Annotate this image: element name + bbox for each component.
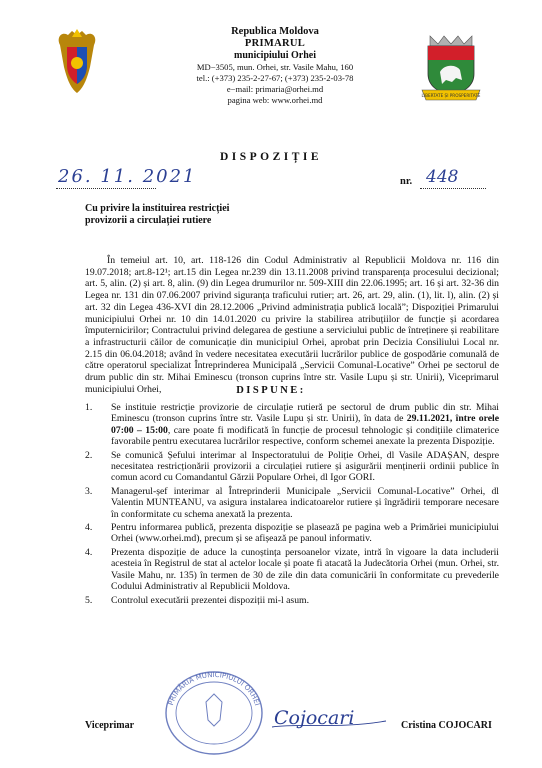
item-number: 1. — [85, 402, 93, 413]
handwritten-signature-icon — [270, 703, 390, 731]
item-text: Se comunică Șefului interimar al Inspectoratului de Poliție Orhei, dl Vasile ADAȘAN, despre necesitatea restricționării provizorii a circulației rutiere și asigurării menținerii ordinii publice în comun acord cu Comandantul Gărzii Populare Orhei, dl Igor GORI. — [111, 449, 499, 484]
signer-name: Cristina COJOCARI — [401, 720, 492, 731]
subject-line-1: Cu privire la instituirea restricției — [85, 203, 230, 214]
list-item — [85, 595, 499, 606]
country-name: Republica Moldova — [231, 26, 319, 37]
subject — [85, 203, 229, 227]
item-number: 4. — [85, 546, 93, 558]
svg-text:PRIMĂRIA MUNICIPIULUI ORHEI — [167, 671, 261, 707]
item-text: Pentru informarea publică, prezenta dispoziție se plasează pe pagina web a Primăriei municipiului Orhei (www.orhei.md), precum și se afișează pe panoul informativ. — [111, 522, 499, 545]
letterhead — [170, 26, 380, 106]
handwritten-number: 448 — [426, 167, 459, 187]
list-item — [85, 402, 499, 448]
item-text: Prezenta dispoziție de aduce la cunoștința persoanelor vizate, intră în vigoare la data includerii acesteia în Registrul de stat al actelor locale și poate fi atacată la Judecătoria Orhei (mun. Orhei, str. Vasile Mahu, nr. 135) în termen de 30 de zile din data comunicării în conformitate cu prevederile Codului Administrativ al Republicii Moldova. — [111, 546, 499, 593]
municipality-name: municipiului Orhei — [234, 50, 316, 61]
date-line — [56, 188, 156, 189]
list-item — [85, 486, 499, 520]
item-number: 4. — [85, 522, 93, 534]
dispune-heading: DISPUNE: — [236, 385, 306, 396]
item-text: Se instituie restricție provizorie de circulație rutieră pe sectorul de drum public din str. Mihai Eminescu (tronson cuprins între str. Vasile Lupu și str. Unirii), în data de — [111, 402, 499, 425]
subject-line-2: provizorii a circulației rutiere — [85, 215, 212, 226]
orhei-city-crest-icon — [418, 30, 484, 104]
handwritten-date: 26. 11. 2021 — [58, 166, 197, 187]
number-label: nr. — [400, 176, 413, 187]
institution-name: PRIMARUL — [244, 38, 306, 49]
phone: tel.: (+373) 235-2-27-67; (+373) 235-2-03-78 — [196, 73, 354, 83]
item-number: 5. — [85, 594, 93, 606]
dispositions-list — [85, 402, 499, 608]
list-item — [85, 450, 499, 484]
email: e−mail: primaria@orhei.md — [226, 84, 324, 94]
item-text: Managerul-șef interimar al Întreprinderii Municipale „Servicii Comunal-Locative” Orhei, dl Valentin MUNTEANU, va asigura instalarea indicatoarelor rutiere și îngrădirii temporare necesare în conformitate cu schema anexată la prezenta. — [111, 485, 499, 520]
website: pagina web: www.orhei.md — [227, 95, 323, 105]
document-title: DISPOZIȚIE — [219, 151, 323, 163]
item-text-tail: , care poate fi modificată în funcție de procesul tehnologic și condițiile climaterice favorabile pentru executarea lucrărilor respective, conform schemei anexate la prezenta Dispoziție. — [111, 424, 500, 448]
moldova-coat-of-arms-icon — [54, 27, 100, 97]
stamp-text: PRIMĂRIA MUNICIPIULUI ORHEI — [167, 670, 262, 707]
number-line — [420, 188, 486, 189]
crest-motto: LIBERTATE ȘI PROSPERITATE — [421, 93, 481, 98]
list-item — [85, 522, 499, 545]
official-stamp-icon — [162, 668, 266, 758]
item-text: Controlul executării prezentei dispoziții mi-l asum. — [111, 594, 310, 606]
signer-title: Viceprimar — [85, 720, 135, 731]
address: MD−3505, mun. Orhei, str. Vasile Mahu, 160 — [196, 62, 354, 72]
item-bold-text: 29.11.2021, între orele 07:00 – 15:00 — [111, 413, 499, 436]
item-number: 3. — [85, 485, 93, 497]
signature-text: Cojocari — [274, 707, 355, 729]
list-item — [85, 547, 499, 593]
item-number: 2. — [85, 449, 93, 461]
preamble-paragraph: În temeiul art. 10, art. 118-126 din Codul Administrativ al Republicii Moldova nr. 116 din 19.07.2018; art.8-12¹; art.15 din Legea nr.239 din 13.11.2008 privind transparența procesului decizional; art. 5, alin. (2) și art. 8, alin. (9) din Legea drumurilor nr. 509-XIII din 22.06.1995; art. 16 și art. 32-36 din Legea nr. 131 din 07.06.2007 privind siguranța traficului rutier; art. 26, art. 29, alin. (1), lit. l), alin. (2) și art. 32 din Legea 436-XVI din 28.12.2006 „Privind administrația publică locală”; Dispoziției Primarului municipiului Orhei nr. 10 din 14.01.2020 cu privire la stabilirea atribuțiilor de funcție și acordarea împuternicirilor; Contractului privind delegarea de gestiune a serviciului public de întreținere și reabilitare a infrastructurii căilor de comunicație din municipiul Orhei, aprobat prin Decizia Consiliului Local nr. 2.15 din 06.04.2018; având în vedere necesitatea executării lucrărilor publice de gospodărie comunală de către operatorul specializat Întreprinderea Municipală „Servicii Comunal-Locative” Orhei pe sectorul de drum public din str. Mihai Eminescu (tronson cuprins între str. Vasile Lupu și str. Unirii), Viceprimarul municipiului Orhei, — [85, 255, 499, 395]
